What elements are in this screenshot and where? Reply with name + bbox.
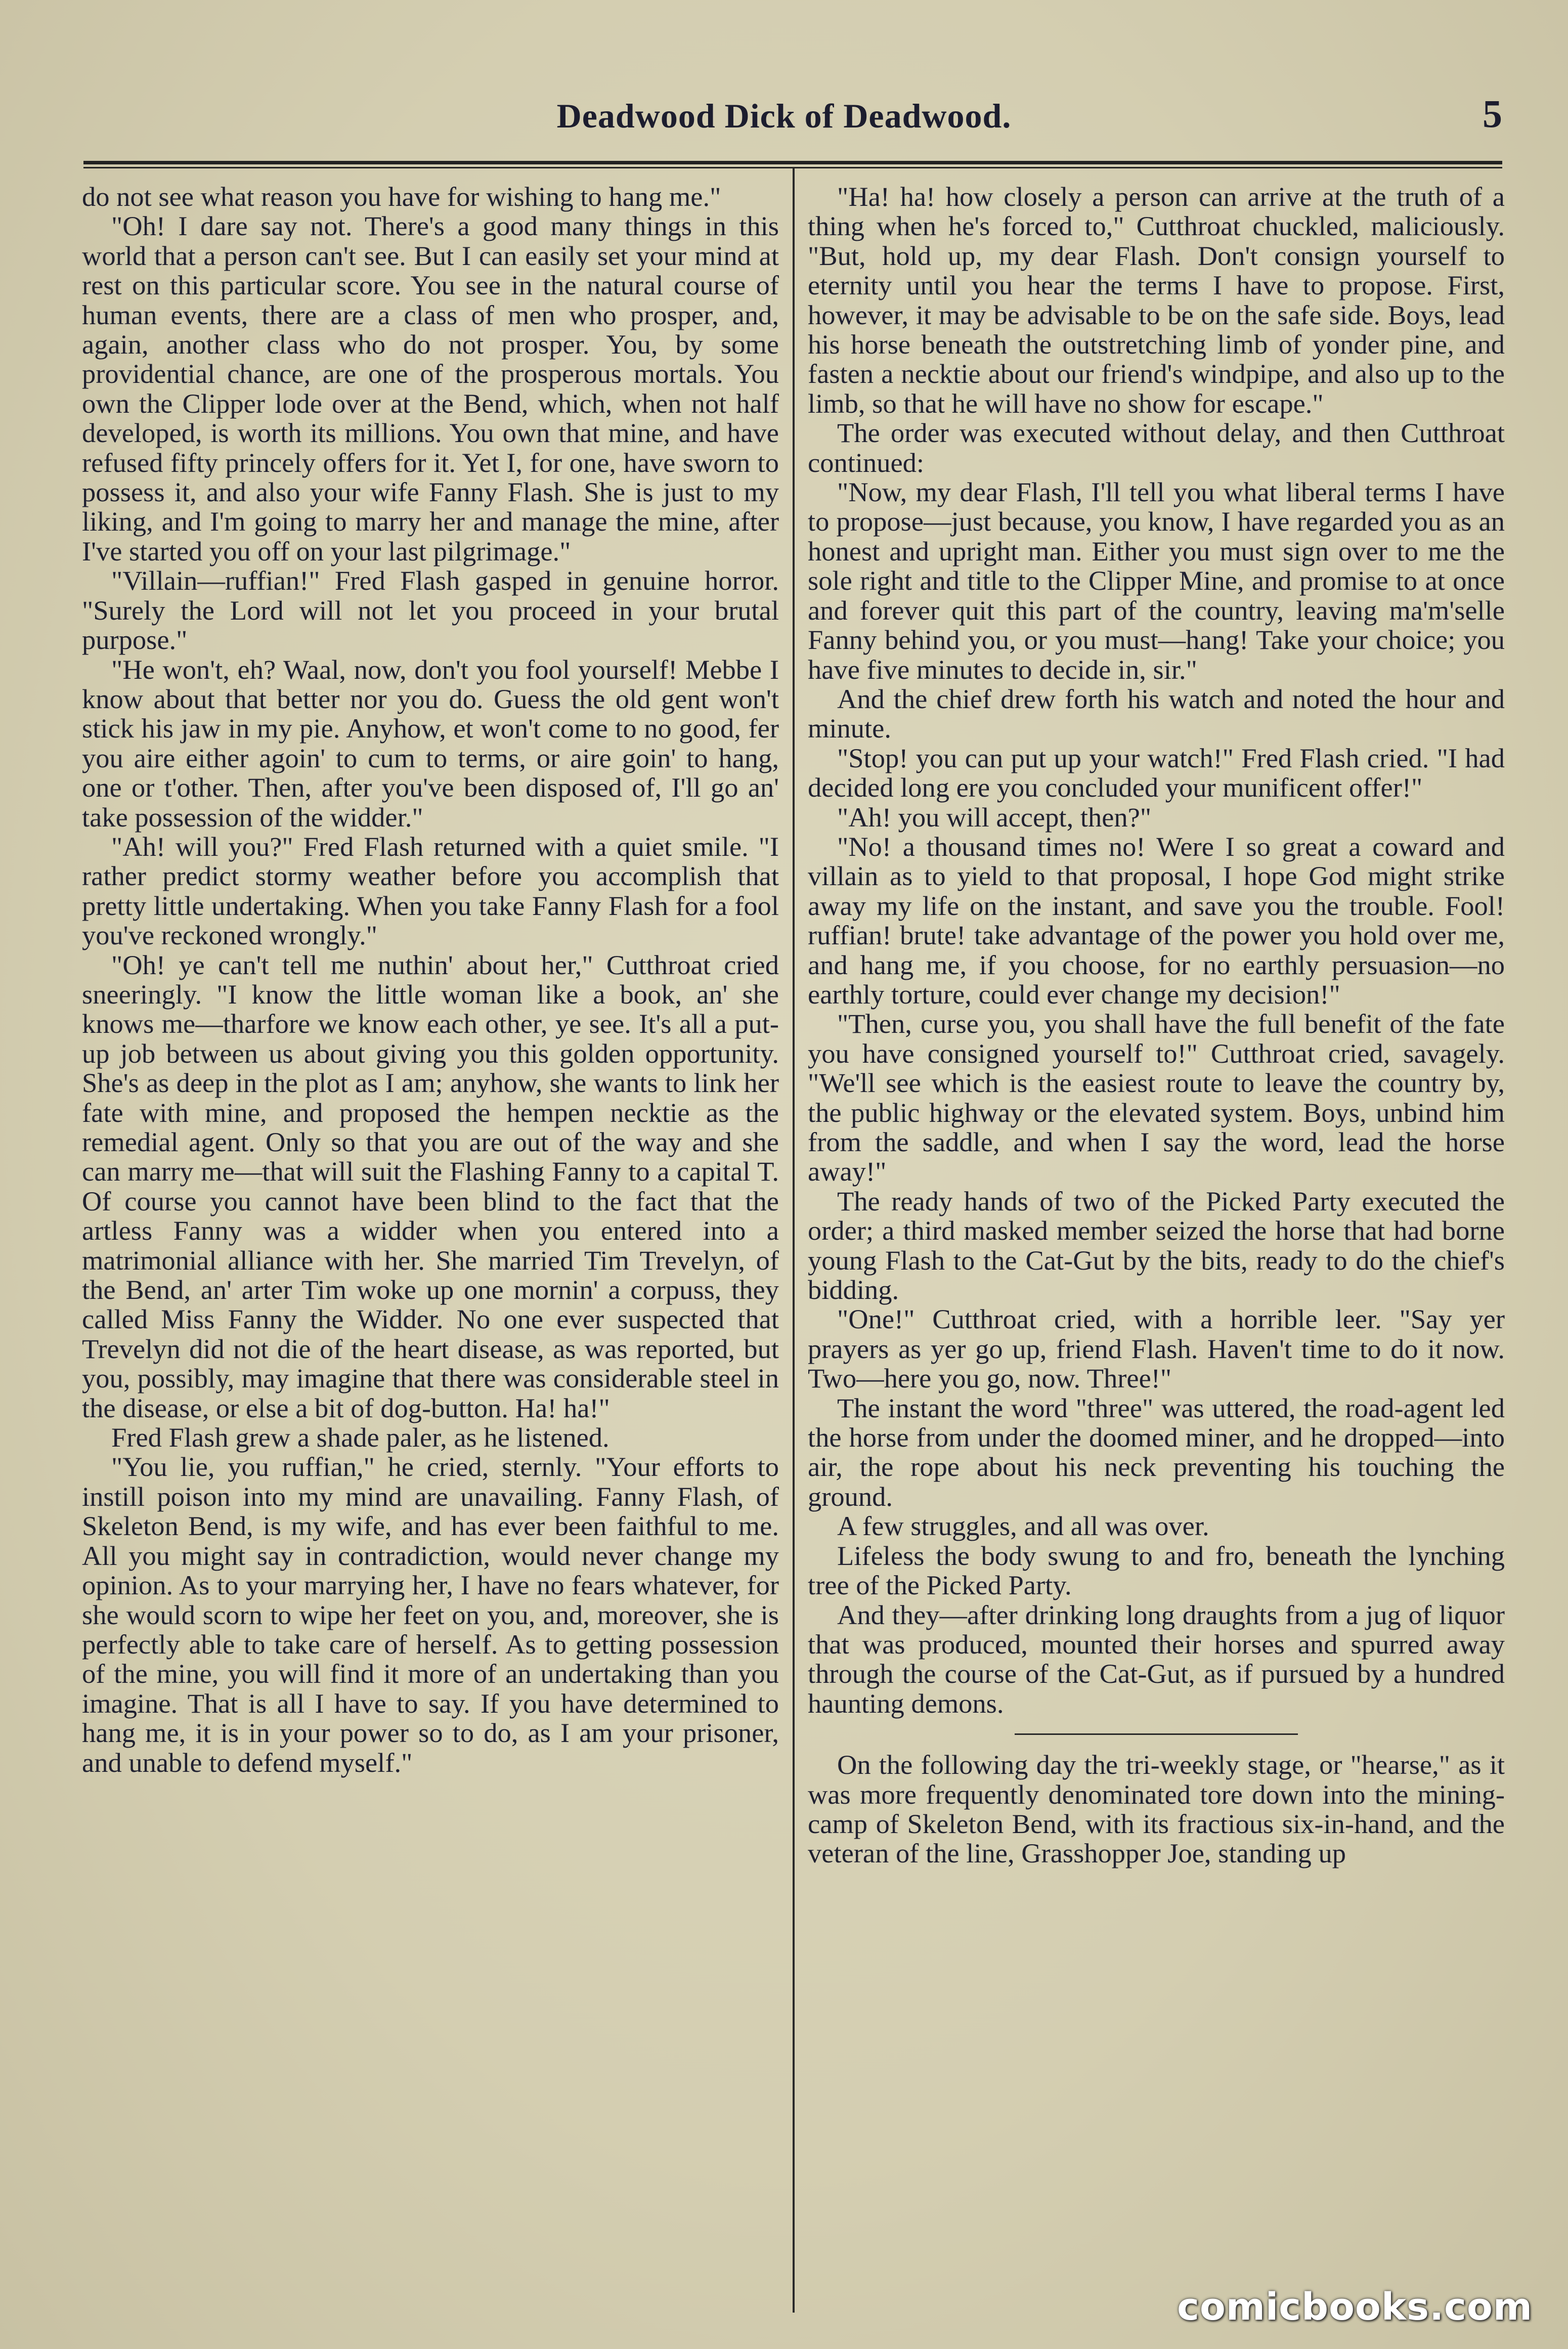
- paragraph: The instant the word "three" was uttered, the road-agent led the horse from under the doomed miner, and he dropped—into air, the rope about his neck preventing his touching the ground.: [808, 1392, 1505, 1512]
- right-column: [808, 182, 1505, 2322]
- paragraph: "Ha! ha! how closely a person can arrive at the truth of a thing when he's forced to," Cutthroat chuckled, maliciously. "But, hold up, my dear Flash. Don't consign yourself to eternity until you hear the terms I have to propose. First, however, it may be advisable to be on the safe side. Boys, lead his horse beneath the outstretching limb of yonder pine, and fasten a necktie about our friend's windpipe, and also up to the limb, so that he will have no show for escape.": [808, 182, 1505, 419]
- paragraph: The ready hands of two of the Picked Party executed the order; a third masked member seized the horse that had borne young Flash to the Cat-Gut by the bits, ready to do the chief's bidding.: [808, 1185, 1505, 1306]
- section-divider: [1015, 1733, 1298, 1735]
- paragraph: "Ah! will you?" Fred Flash returned with a quiet smile. "I rather predict stormy weather before you accomplish that pretty little undertaking. When you take Fanny Flash for a fool you've reckoned wrongly.": [82, 831, 779, 951]
- paragraph: "Then, curse you, you shall have the full benefit of the fate you have consigned yourself to!" Cutthroat cried, savagely. "We'll see which is the easiest route to leave the country by, the public highway or the elevated system. Boys, unbind him from the saddle, and when I say the word, lead the horse away!": [808, 1008, 1505, 1187]
- paragraph: On the following day the tri-weekly stage, or "hearse," as it was more frequently denominated tore down into the mining-camp of Skeleton Bend, with its fractious six-in-hand, and the veteran of the line, Grasshopper Joe, standing up: [808, 1749, 1505, 1869]
- paragraph: A few struggles, and all was over.: [837, 1510, 1209, 1542]
- page-header-title: Deadwood Dick of Deadwood.: [556, 97, 1012, 135]
- paragraph: "One!" Cutthroat cried, with a horrible leer. "Say yer prayers as yer go up, friend Flash. Haven't time to do it now. Two—here you go, now. Three!": [808, 1303, 1505, 1394]
- column-divider: [793, 168, 795, 2313]
- paragraph: "Stop! you can put up your watch!" Fred Flash cried. "I had decided long ere you concluded your munificent offer!": [808, 742, 1505, 803]
- paragraph: "You lie, you ruffian," he cried, sternly. "Your efforts to instill poison into my mind are unavailing. Fanny Flash, of Skeleton Bend, is my wife, and has ever been faithful to me. All you might say in contradiction, would never change my opinion. As to your marrying her, I have no fears whatever, for she would scorn to wipe her feet on you, and, moreover, she is perfectly able to take care of herself. As to getting possession of the mine, you will find it more of an undertaking than you imagine. That is all I have to say. If you have determined to hang me, it is in your power so to do, as I am your prisoner, and unable to defend myself.": [82, 1451, 779, 1778]
- paragraph: The order was executed without delay, and then Cutthroat continued:: [808, 417, 1505, 478]
- paragraph: do not see what reason you have for wishing to hang me.": [82, 182, 721, 212]
- paragraph: "He won't, eh? Waal, now, don't you fool yourself! Mebbe I know about that better nor you do. Guess the old gent won't stick his jaw in my pie. Anyhow, et won't come to no good, fer you aire either agoin' to cum to terms, or aire goin' to hang, one or t'other. Then, after you've been disposed of, I'll go an' take possession of the widder.": [82, 654, 779, 833]
- paragraph: Lifeless the body swung to and fro, beneath the lynching tree of the Picked Party.: [808, 1540, 1505, 1601]
- paragraph: "Ah! you will accept, then?": [837, 801, 1152, 833]
- paragraph: And the chief drew forth his watch and noted the hour and minute.: [808, 683, 1505, 744]
- paragraph: And they—after drinking long draughts from a jug of liquor that was produced, mounted their horses and spurred away through the course of the Cat-Gut, as if pursued by a hundred haunting demons.: [808, 1599, 1505, 1719]
- paragraph: "Now, my dear Flash, I'll tell you what liberal terms I have to propose—just because, you know, I have regarded you as an honest and upright man. Either you must sign over to me the sole right and title to the Clipper Mine, and promise to at once and forever quit this part of the country, leaving ma'm'selle Fanny behind you, or you must—hang! Take your choice; you have five minutes to decide in, sir.": [808, 476, 1505, 685]
- paragraph: Fred Flash grew a shade paler, as he listened.: [111, 1422, 609, 1453]
- header-rule: [83, 161, 1502, 164]
- paragraph: "Oh! I dare say not. There's a good many things in this world that a person can't see. But I can easily set your mind at rest on this particular score. You see in the natural course of human events, there are a class of men who prosper, and, again, another class who do not prosper. You, by some providential chance, are one of the prosperous mortals. You own the Clipper lode over at the Bend, which, when not half developed, is worth its millions. You own that mine, and have refused fifty princely offers for it. Yet I, for one, have sworn to possess it, and also your wife Fanny Flash. She is just to my liking, and I'm going to marry her and manage the mine, after I've started you off on your last pilgrimage.": [82, 210, 779, 567]
- page-number: 5: [1483, 92, 1502, 136]
- paragraph: "Oh! ye can't tell me nuthin' about her," Cutthroat cried sneeringly. "I know the little woman like a book, an' she knows me—tharfore we know each other, ye see. It's all a put-up job between us about giving you this golden opportunity. She's as deep in the plot as I am; anyhow, she wants to link her fate with mine, and proposed the hempen necktie as the remedial agent. Only so that you are out of the way and she can marry me—that will suit the Flashing Fanny to a capital T. Of course you cannot have been blind to the fact that the artless Fanny was a widder when you entered into a matrimonial alliance with her. She married Tim Trevelyn, of the Bend, an' arter Tim woke up one mornin' a corpuss, they called Miss Fanny the Widder. No one ever suspected that Trevelyn did not die of the heart disease, as was reported, but you, possibly, may imagine that there was considerable steel in the disease, or else a bit of dog-button. Ha! ha!": [82, 949, 779, 1423]
- left-column: [82, 182, 779, 2322]
- paragraph: "Villain—ruffian!" Fred Flash gasped in genuine horror. "Surely the Lord will not let you proceed in your brutal purpose.": [82, 565, 779, 656]
- watermark: comicbooks.com: [1177, 2285, 1533, 2329]
- paragraph: "No! a thousand times no! Were I so great a coward and villain as to yield to that proposal, I hope God might strike away my life on the instant, and save you the trouble. Fool! ruffian! brute! take advantage of the power you hold over me, and hang me, if you choose, for no earthly persuasion—no earthly torture, could ever change my decision!": [808, 831, 1505, 1010]
